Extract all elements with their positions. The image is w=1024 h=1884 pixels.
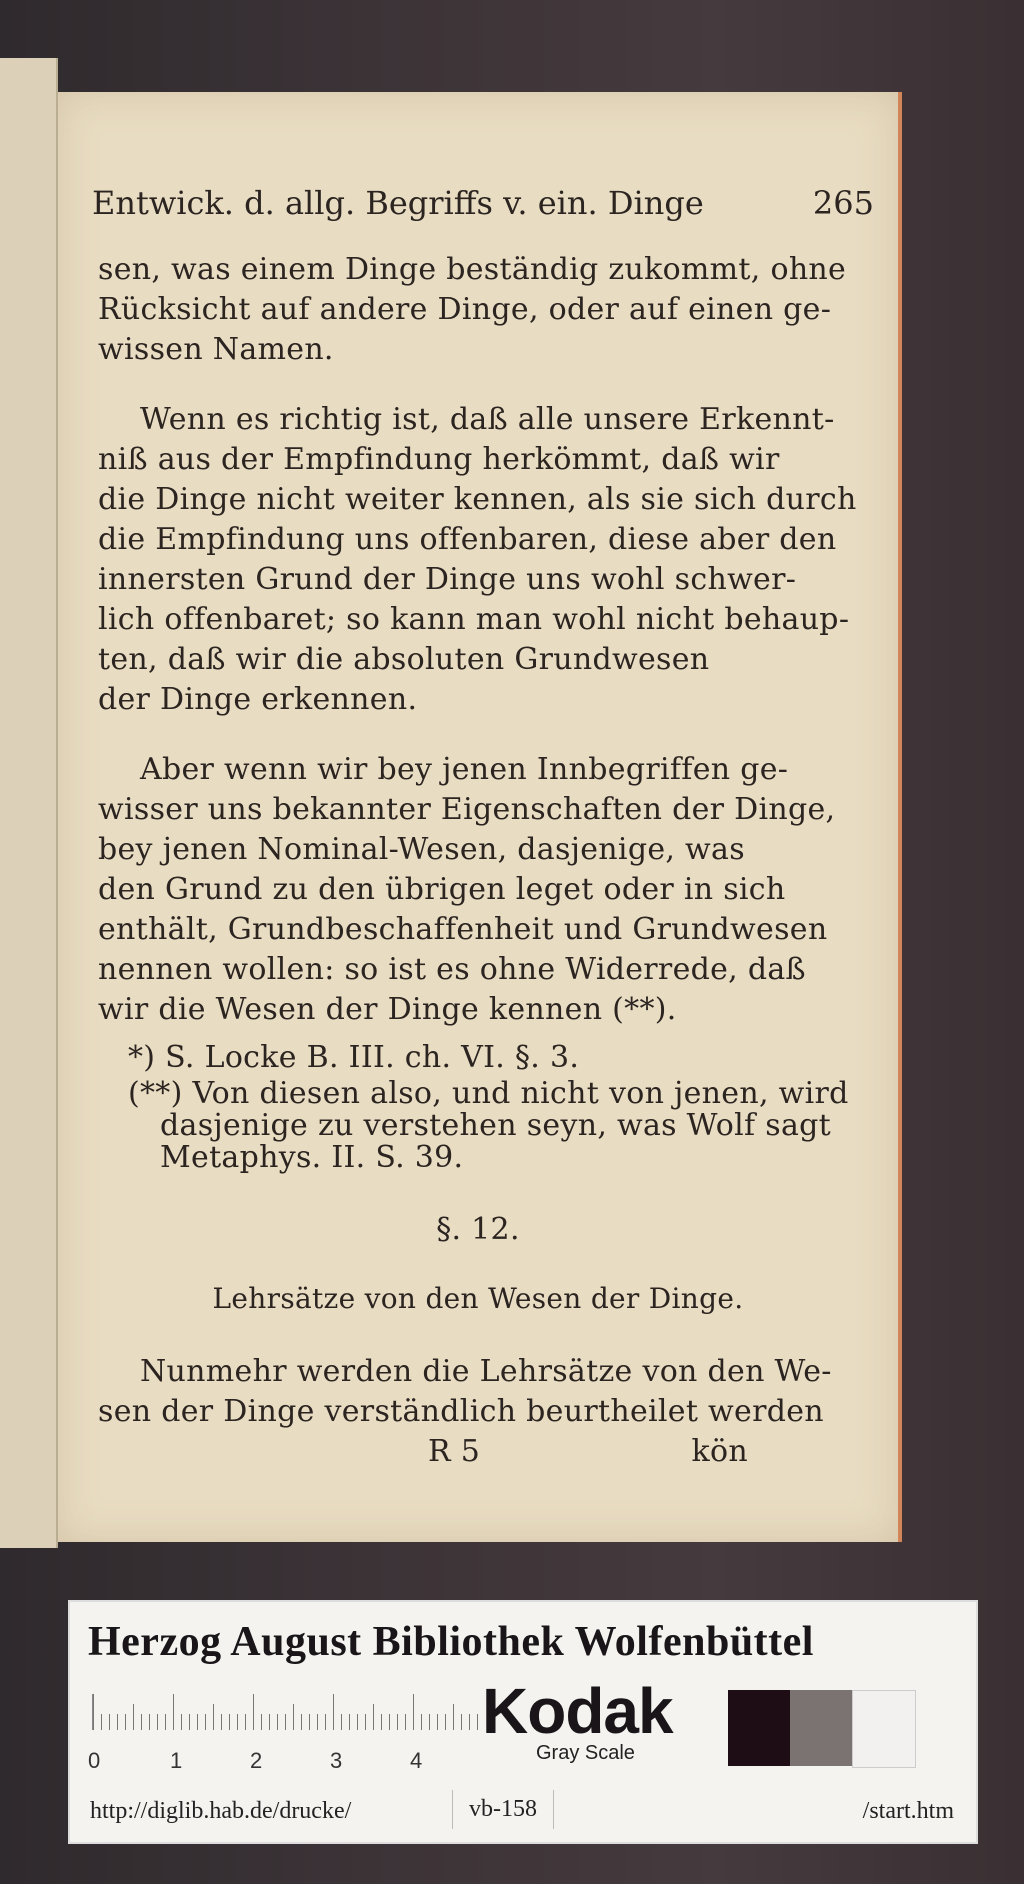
text-line: Nunmehr werden die Lehrsätze von den We- <box>140 1354 832 1389</box>
ruler-tick <box>109 1714 110 1730</box>
ruler-tick <box>325 1714 326 1730</box>
text-line: die Empfindung uns offenbaren, diese aber den <box>98 522 837 557</box>
ruler-tick <box>413 1694 414 1730</box>
ruler-tick <box>269 1714 270 1730</box>
ruler-tick <box>277 1714 278 1730</box>
previous-page-edge <box>0 58 58 1548</box>
ruler-tick <box>117 1714 118 1730</box>
ruler-tick <box>301 1714 302 1730</box>
ruler-tick <box>181 1714 182 1730</box>
ruler-tick <box>373 1704 374 1730</box>
ruler-tick <box>93 1694 94 1730</box>
ruler-number: 0 <box>88 1748 101 1773</box>
gray-scale-label: Gray Scale <box>536 1742 635 1764</box>
ruler-tick <box>173 1694 174 1730</box>
ruler-tick <box>381 1714 382 1730</box>
ruler-tick <box>189 1714 190 1730</box>
url-start: http://diglib.hab.de/drucke/ <box>90 1798 352 1824</box>
text-line: niß aus der Empfindung herkömmt, daß wir <box>98 442 780 477</box>
ruler-tick <box>317 1714 318 1730</box>
ruler-tick <box>245 1714 246 1730</box>
text-line: den Grund zu den übrigen leget oder in sich <box>98 872 786 907</box>
running-header <box>92 184 874 222</box>
ruler-tick <box>469 1714 470 1730</box>
text-line: enthält, Grundbeschaffenheit und Grundwesen <box>98 912 828 947</box>
signature-mark: R 5 <box>428 1434 481 1469</box>
ruler-tick <box>357 1714 358 1730</box>
ruler-tick <box>149 1714 150 1730</box>
text-line: wisser uns bekannter Eigenschaften der Dinge, <box>98 792 836 827</box>
footnote: Metaphys. II. S. 39. <box>160 1140 464 1175</box>
ruler-tick <box>141 1714 142 1730</box>
text-line: innersten Grund der Dinge uns wohl schwer- <box>98 562 797 597</box>
ruler-tick <box>205 1714 206 1730</box>
gray-patch-mid <box>790 1690 852 1766</box>
footnote: dasjenige zu verstehen seyn, was Wolf sagt <box>160 1108 832 1143</box>
text-line: bey jenen Nominal-Wesen, dasjenige, was <box>98 832 745 867</box>
ruler-number: 2 <box>250 1748 263 1773</box>
url-end: /start.htm <box>862 1798 954 1824</box>
ruler-tick <box>285 1714 286 1730</box>
ruler-tick <box>397 1714 398 1730</box>
ruler-number: 4 <box>410 1748 423 1773</box>
ruler-tick <box>309 1714 310 1730</box>
ruler-tick <box>333 1694 334 1730</box>
text-line: sen, was einem Dinge beständig zukommt, ohne <box>98 252 847 287</box>
ruler-tick <box>389 1714 390 1730</box>
text-line: Rücksicht auf andere Dinge, oder auf einen ge- <box>98 292 832 327</box>
catchword: kön <box>691 1434 748 1469</box>
text-line: die Dinge nicht weiter kennen, als sie sich durch <box>98 482 857 517</box>
ruler-tick <box>477 1714 478 1730</box>
ruler-tick <box>133 1704 134 1730</box>
ruler-tick <box>405 1714 406 1730</box>
text-line: sen der Dinge verständlich beurtheilet werden <box>98 1394 824 1429</box>
gray-patch-dark <box>728 1690 790 1766</box>
page-number: 265 <box>812 184 874 222</box>
color-target-card <box>68 1600 978 1844</box>
ruler-tick <box>229 1714 230 1730</box>
ruler-tick <box>261 1714 262 1730</box>
ruler-tick <box>293 1704 294 1730</box>
ruler-tick <box>461 1714 462 1730</box>
footnote: (**) Von diesen also, und nicht von jenen, wird <box>128 1076 849 1111</box>
ruler-tick <box>125 1714 126 1730</box>
text-line: nennen wollen: so ist es ohne Widerrede, daß <box>98 952 806 987</box>
ruler-tick <box>341 1714 342 1730</box>
ruler-number: 1 <box>170 1748 183 1773</box>
ruler-tick <box>221 1714 222 1730</box>
section-number: §. 12. <box>436 1212 520 1247</box>
section-title: Lehrsätze von den Wesen der Dinge. <box>212 1282 744 1315</box>
library-name: Herzog August Bibliothek Wolfenbüttel <box>88 1619 814 1665</box>
ruler-tick <box>365 1714 366 1730</box>
running-head: Entwick. d. allg. Begriffs v. ein. Dinge <box>92 184 704 222</box>
text-line: ten, daß wir die absoluten Grundwesen <box>98 642 710 677</box>
ruler <box>92 1694 483 1730</box>
ruler-tick <box>213 1704 214 1730</box>
call-number: vb-158 <box>452 1790 554 1829</box>
text-line: der Dinge erkennen. <box>98 682 418 717</box>
ruler-tick <box>165 1714 166 1730</box>
book-page <box>58 92 902 1542</box>
ruler-tick <box>349 1714 350 1730</box>
text-line: Aber wenn wir bey jenen Innbegriffen ge- <box>140 752 789 787</box>
ruler-tick <box>429 1714 430 1730</box>
text-line: Wenn es richtig ist, daß alle unsere Erkennt- <box>140 402 835 437</box>
kodak-logo: Kodak <box>482 1675 673 1747</box>
ruler-tick <box>437 1714 438 1730</box>
ruler-tick <box>421 1714 422 1730</box>
gray-patch-light <box>852 1690 916 1768</box>
ruler-number: 3 <box>330 1748 343 1773</box>
ruler-tick <box>453 1704 454 1730</box>
text-line: wir die Wesen der Dinge kennen (**). <box>98 992 677 1027</box>
ruler-tick <box>197 1714 198 1730</box>
ruler-tick <box>101 1714 102 1730</box>
ruler-tick <box>253 1694 254 1730</box>
footnote: *) S. Locke B. III. ch. VI. §. 3. <box>128 1040 580 1075</box>
ruler-tick <box>445 1714 446 1730</box>
ruler-tick <box>157 1714 158 1730</box>
text-line: lich offenbaret; so kann man wohl nicht behaup- <box>98 602 850 637</box>
text-line: wissen Namen. <box>98 332 334 367</box>
ruler-tick <box>237 1714 238 1730</box>
